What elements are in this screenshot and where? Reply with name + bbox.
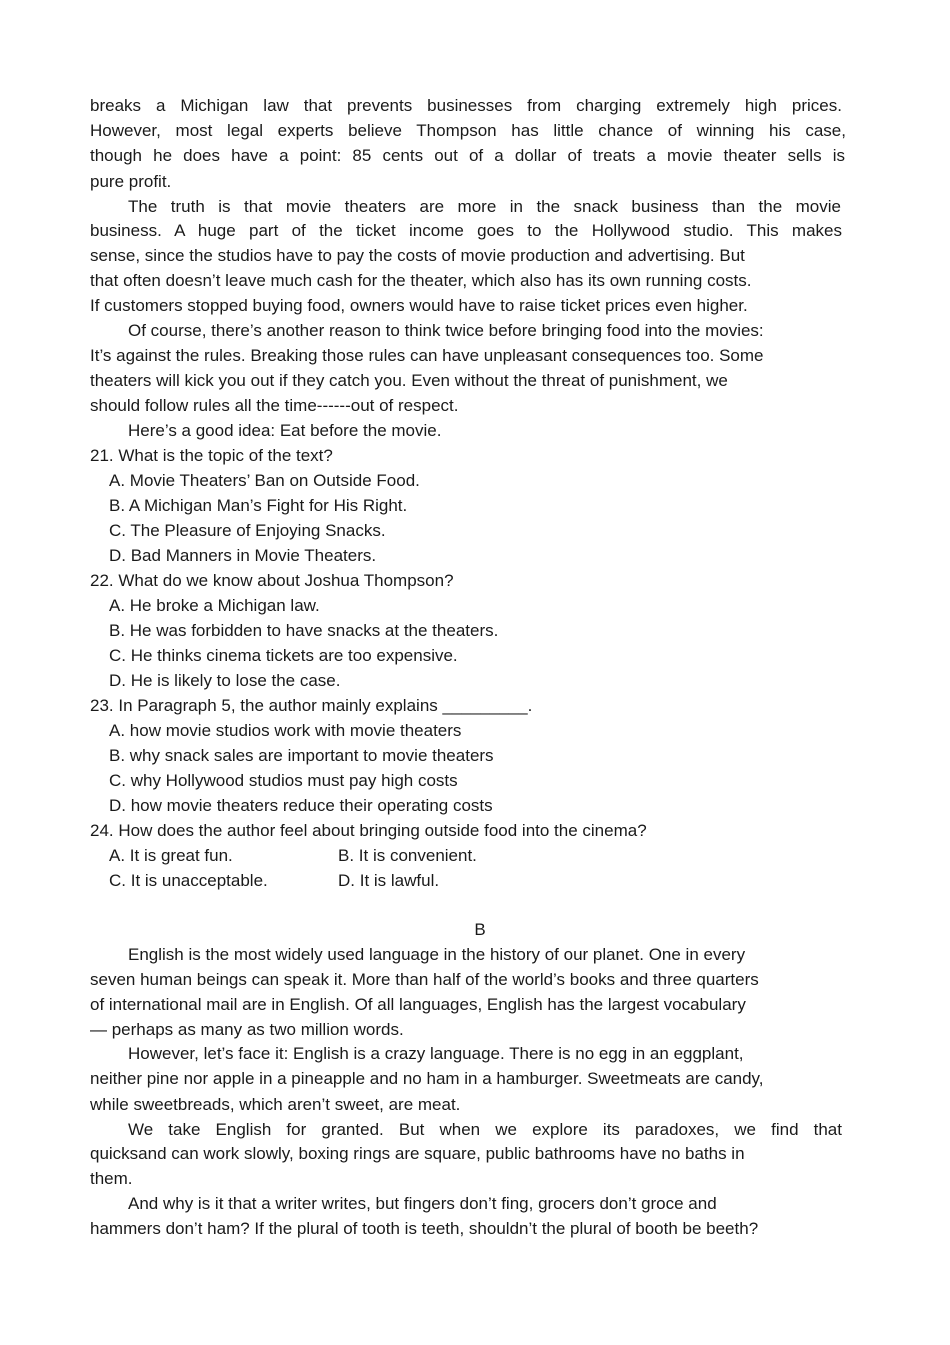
paragraph-line: It’s against the rules. Breaking those rules can have unpleasant consequences too. Some: [90, 346, 764, 365]
section-heading: B: [474, 920, 486, 939]
question-stem: 21. What is the topic of the text?: [90, 446, 333, 465]
paragraph-line: We take English for granted. But when we explore its paradoxes, we find that: [128, 1120, 842, 1139]
option-c: C. It is unacceptable.: [109, 871, 268, 890]
paragraph-line: The truth is that movie theaters are more in the snack business than the movie: [128, 197, 841, 216]
option-a: A. how movie studios work with movie theaters: [109, 721, 462, 740]
paragraph-line: However, most legal experts believe Thompson has little chance of winning his case,: [90, 121, 846, 140]
paragraph-line: them.: [90, 1169, 133, 1188]
option-d: D. It is lawful.: [338, 871, 440, 890]
paragraph-line: though he does have a point: 85 cents out of a dollar of treats a movie theater sells is: [90, 146, 845, 165]
paragraph-line: — perhaps as many as two million words.: [90, 1020, 404, 1039]
paragraph-line: However, let’s face it: English is a crazy language. There is no egg in an eggplant,: [128, 1044, 744, 1063]
option-c: C. The Pleasure of Enjoying Snacks.: [109, 521, 386, 540]
paragraph-line: while sweetbreads, which aren’t sweet, are meat.: [90, 1095, 461, 1114]
question-stem: 24. How does the author feel about bringing outside food into the cinema?: [90, 821, 647, 840]
paragraph-line: If customers stopped buying food, owners would have to raise ticket prices even higher.: [90, 296, 748, 315]
paragraph-line: Here’s a good idea: Eat before the movie.: [128, 421, 442, 440]
paragraph-line: hammers don’t ham? If the plural of tooth is teeth, shouldn’t the plural of booth be beeth?: [90, 1219, 759, 1238]
option-c: C. why Hollywood studios must pay high costs: [109, 771, 458, 790]
paragraph-line: breaks a Michigan law that prevents businesses from charging extremely high prices.: [90, 96, 842, 115]
paragraph-line: quicksand can work slowly, boxing rings are square, public bathrooms have no baths in: [90, 1144, 745, 1163]
option-a: A. Movie Theaters’ Ban on Outside Food.: [109, 471, 420, 490]
option-d: D. Bad Manners in Movie Theaters.: [109, 546, 377, 565]
option-d: D. how movie theaters reduce their operating costs: [109, 796, 493, 815]
paragraph-line: neither pine nor apple in a pineapple and no ham in a hamburger. Sweetmeats are candy,: [90, 1069, 764, 1088]
paragraph-line: English is the most widely used language in the history of our planet. One in every: [128, 945, 746, 964]
paragraph-line: of international mail are in English. Of all languages, English has the largest vocabulary: [90, 995, 746, 1014]
paragraph-line: Of course, there’s another reason to think twice before bringing food into the movies:: [128, 321, 764, 340]
question-stem: 22. What do we know about Joshua Thompson?: [90, 571, 454, 590]
paragraph-line: pure profit.: [90, 172, 172, 191]
option-c: C. He thinks cinema tickets are too expensive.: [109, 646, 458, 665]
option-a: A. He broke a Michigan law.: [109, 596, 320, 615]
option-a: A. It is great fun.: [109, 846, 233, 865]
option-b: B. He was forbidden to have snacks at the theaters.: [109, 621, 499, 640]
paragraph-line: theaters will kick you out if they catch you. Even without the threat of punishment, we: [90, 371, 728, 390]
paragraph-line: And why is it that a writer writes, but fingers don’t fing, grocers don’t groce and: [128, 1194, 717, 1213]
option-b: B. A Michigan Man’s Fight for His Right.: [109, 496, 408, 515]
paragraph-line: should follow rules all the time------out of respect.: [90, 396, 459, 415]
option-b: B. It is convenient.: [338, 846, 477, 865]
paragraph-line: sense, since the studios have to pay the costs of movie production and advertising. But: [90, 246, 745, 265]
question-stem: 23. In Paragraph 5, the author mainly explains _________.: [90, 696, 533, 715]
option-d: D. He is likely to lose the case.: [109, 671, 341, 690]
option-b: B. why snack sales are important to movie theaters: [109, 746, 494, 765]
paragraph-line: that often doesn’t leave much cash for the theater, which also has its own running costs.: [90, 271, 752, 290]
paragraph-line: seven human beings can speak it. More than half of the world’s books and three quarters: [90, 970, 759, 989]
paragraph-line: business. A huge part of the ticket income goes to the Hollywood studio. This makes: [90, 221, 842, 240]
